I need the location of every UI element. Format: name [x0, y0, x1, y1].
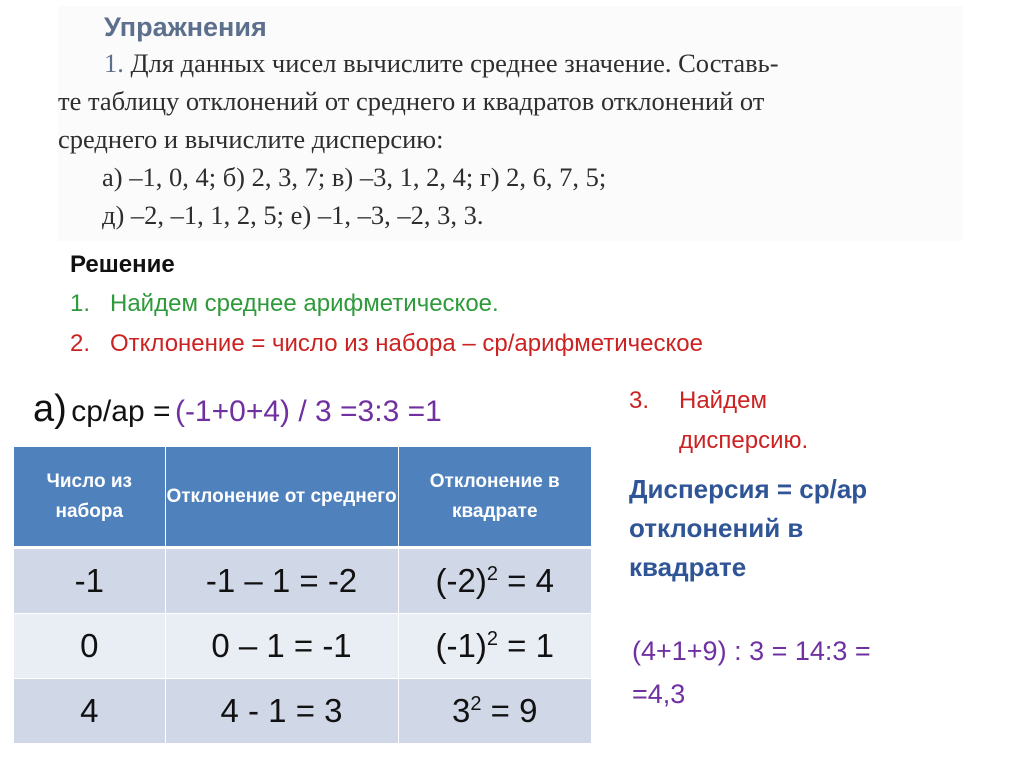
square-base: (-1)	[435, 627, 487, 664]
table-row	[14, 614, 591, 679]
square-base: 3	[452, 692, 471, 729]
step-1-number: 1.	[70, 290, 91, 317]
solution-step-1	[70, 290, 499, 318]
cell-deviation: -1 – 1 = -2	[165, 548, 398, 614]
exercise-line-2: те таблицу отклонений от среднего и квадратов отклонений от	[58, 86, 765, 116]
cell-square	[398, 679, 591, 744]
exercise-line-5: д) –2, –1, 1, 2, 5; е) –1, –3, –2, 3, 3.	[102, 200, 484, 230]
textbook-excerpt	[58, 6, 963, 241]
step-2-number: 2.	[70, 330, 91, 357]
header-deviation: Отклонение от среднего	[165, 447, 398, 548]
exercise-line-4: а) –1, 0, 4; б) 2, 3, 7; в) –3, 1, 2, 4; г) 2, 6, 7, 5;	[102, 162, 607, 192]
dispersion-line-3: квадрате	[629, 552, 747, 582]
step-2-text: Отклонение = число из набора – ср/арифметическое	[110, 330, 703, 357]
cell-number: 4	[14, 679, 165, 744]
cell-square	[398, 548, 591, 614]
calculation-line-1: (4+1+9) : 3 = 14:3 =	[632, 636, 871, 666]
step-3-number: 3.	[629, 387, 650, 414]
exercise-title: Упражнения	[104, 12, 267, 42]
cell-square	[398, 614, 591, 679]
step-1-text: Найдем среднее арифметическое.	[110, 290, 499, 317]
table-row	[14, 679, 591, 744]
square-result: = 9	[481, 692, 538, 729]
square-result: = 4	[497, 562, 554, 599]
step-3-text-2: дисперсию.	[679, 427, 809, 454]
cell-deviation: 0 – 1 = -1	[165, 614, 398, 679]
solution-step-2	[70, 330, 703, 358]
square-result: = 1	[497, 627, 554, 664]
square-exponent: 2	[470, 693, 482, 715]
square-base: (-2)	[435, 562, 487, 599]
dispersion-definition	[629, 470, 867, 587]
exercise-line-1	[104, 48, 779, 79]
dispersion-line-1: Дисперсия = ср/ар	[629, 474, 868, 504]
mean-label: ср/ар =	[71, 395, 171, 428]
deviation-table	[14, 447, 591, 743]
dispersion-calculation	[632, 630, 871, 716]
square-exponent: 2	[486, 628, 498, 650]
header-number: Число из набора	[14, 447, 165, 548]
exercise-text-1: Для данных чисел вычислите среднее значение. Составь-	[130, 48, 779, 78]
mean-expression: (-1+0+4) / 3 =3:3 =1	[174, 395, 442, 428]
case-letter: а)	[33, 388, 67, 430]
cell-deviation: 4 - 1 = 3	[165, 679, 398, 744]
header-square: Отклонение в квадрате	[398, 447, 591, 548]
square-exponent: 2	[486, 563, 498, 585]
calculation-line-2: =4,3	[632, 679, 686, 709]
solution-title: Решение	[70, 251, 175, 278]
exercise-number: 1.	[104, 48, 124, 78]
step-3-text-1: Найдем	[679, 387, 767, 414]
table-header-row	[14, 447, 591, 548]
cell-number: -1	[14, 548, 165, 614]
cell-number: 0	[14, 614, 165, 679]
table-row	[14, 548, 591, 614]
dispersion-line-2: отклонений в	[629, 513, 804, 543]
exercise-line-3: среднего и вычислите дисперсию:	[58, 124, 444, 154]
mean-line	[33, 388, 442, 431]
